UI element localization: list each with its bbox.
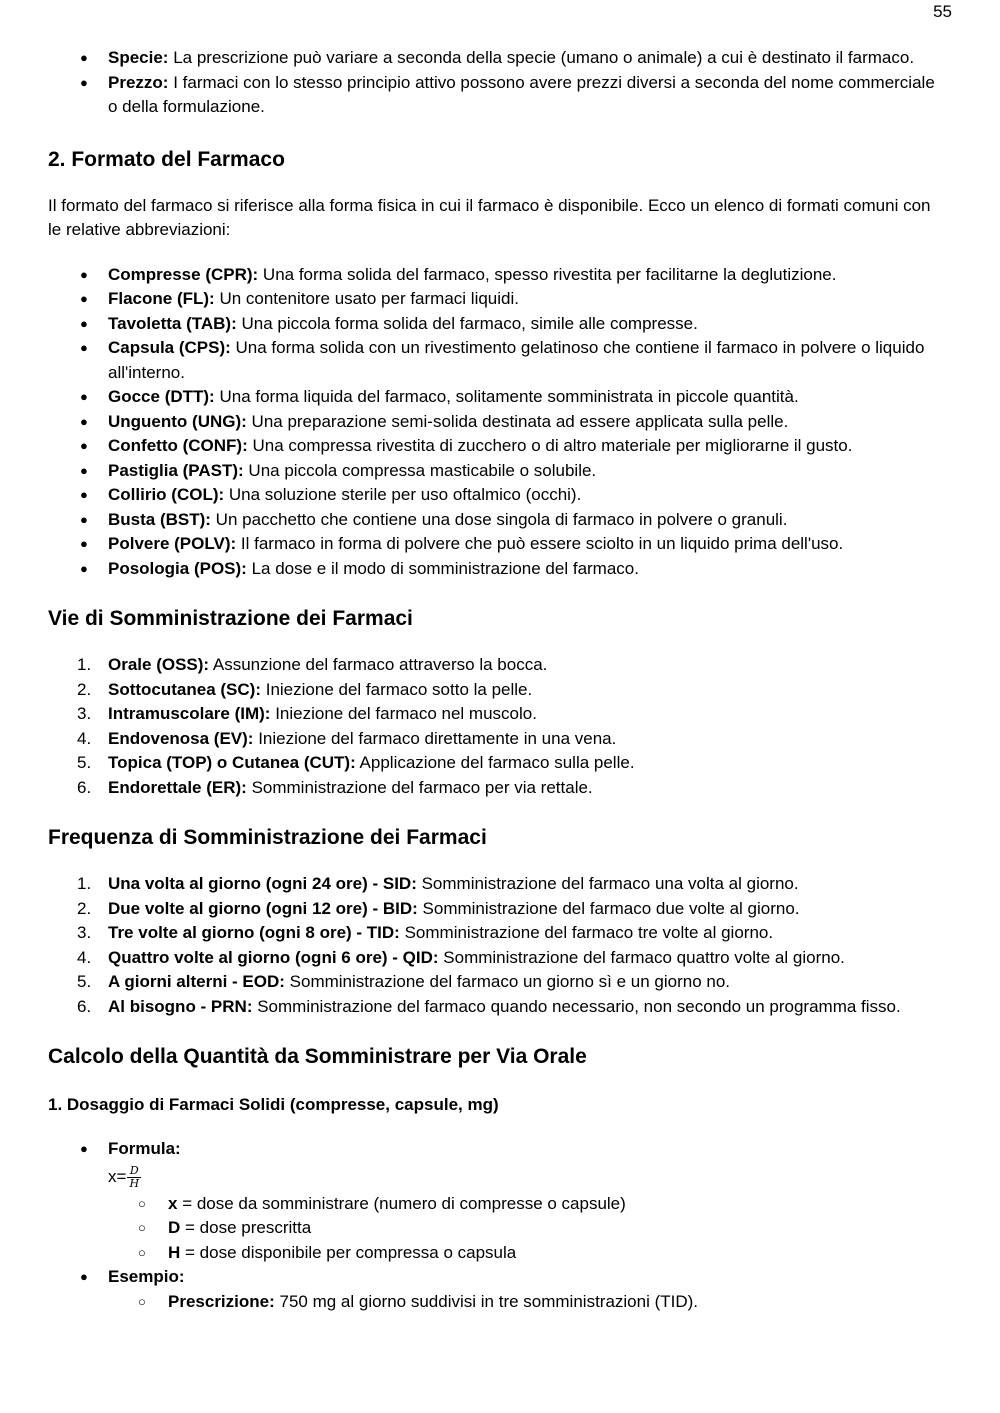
list-item: [48, 71, 948, 120]
item-term: Pastiglia (PAST):: [108, 460, 244, 480]
list-item: [48, 434, 948, 459]
item-text: Somministrazione del farmaco due volte al giorno.: [417, 898, 800, 918]
example-items: [108, 1290, 948, 1315]
sub-list-item: [48, 1241, 948, 1266]
item-text: Somministrazione del farmaco quattro volte al giorno.: [438, 947, 845, 967]
item-term: Intramuscolare (IM):: [108, 704, 271, 723]
item-text: Somministrazione del farmaco tre volte al giorno.: [399, 923, 774, 942]
item-term: Una volta al giorno (ogni 24 ore) - SID:: [108, 874, 417, 893]
item-text: Una forma liquida del farmaco, solitamente somministrata in piccole quantità.: [214, 387, 799, 406]
list-item: [48, 410, 948, 435]
item-number: 1.: [77, 655, 92, 674]
item-term: Tre volte al giorno (ogni 8 ore) - TID:: [108, 923, 400, 942]
item-term: Prezzo:: [108, 72, 169, 92]
item-text: Iniezione del farmaco nel muscolo.: [270, 704, 537, 723]
item-number: 3.: [77, 923, 92, 942]
formula-lhs: x=: [108, 1166, 127, 1186]
item-term: Confetto (CONF):: [108, 436, 248, 455]
item-text: Il farmaco in forma di polvere che può essere sciolto in un liquido prima dell'uso.: [236, 534, 844, 553]
list-item: [48, 557, 948, 582]
item-term: Quattro volte al giorno (ogni 6 ore) - QID:: [108, 947, 439, 967]
item-term: Due volte al giorno (ogni 12 ore) - BID:: [108, 898, 418, 918]
section-heading-calc: Calcolo della Quantità da Somministrare per Via Orale: [48, 1045, 587, 1068]
format-intro: Il formato del farmaco si riferisce alla forma fisica in cui il farmaco è disponibile. Ecco un elenco di formati comuni con le relative abbreviazioni:: [48, 195, 931, 239]
list-item-formula: [48, 1137, 948, 1265]
formula-denominator: H: [129, 1176, 140, 1190]
formula-numerator: D: [127, 1165, 141, 1178]
item-text: Una forma solida con un rivestimento gelatinoso che contiene il farmaco in polvere o liquido all'interno.: [108, 338, 925, 382]
list-item: [48, 897, 948, 922]
item-term: Polvere (POLV):: [108, 534, 237, 553]
list-item: [48, 751, 948, 776]
item-term: Prescrizione:: [168, 1291, 275, 1311]
list-item: [48, 702, 948, 727]
item-term: D: [168, 1218, 181, 1237]
item-term: Compresse (CPR):: [108, 264, 259, 284]
frequency-list: [48, 872, 948, 1019]
list-item-example: [48, 1265, 948, 1314]
item-term: Flacone (FL):: [108, 289, 215, 308]
list-item: [48, 653, 948, 678]
list-item: [48, 872, 948, 897]
item-term: Tavoletta (TAB):: [108, 313, 237, 333]
formula-variables: [108, 1192, 948, 1266]
format-list: [48, 263, 948, 582]
item-text: Somministrazione del farmaco un giorno sì e un giorno no.: [284, 972, 731, 991]
calc-list: [48, 1137, 948, 1314]
item-term: x: [168, 1193, 178, 1213]
list-item: [48, 46, 948, 71]
item-term: H: [168, 1242, 181, 1262]
list-item: [48, 776, 948, 801]
item-number: 3.: [77, 704, 92, 723]
item-term: Endorettale (ER):: [108, 777, 247, 797]
item-number: 5.: [77, 753, 92, 772]
item-number: 6.: [77, 996, 92, 1016]
list-item: [48, 508, 948, 533]
section-heading-routes: Vie di Somministrazione dei Farmaci: [48, 607, 413, 630]
item-term: Busta (BST):: [108, 509, 211, 529]
item-term: Collirio (COL):: [108, 485, 225, 504]
item-term: Sottocutanea (SC):: [108, 679, 261, 699]
list-item: [48, 459, 948, 484]
item-text: Somministrazione del farmaco quando necessario, non secondo un programma fisso.: [252, 996, 901, 1016]
item-text: Iniezione del farmaco direttamente in una vena.: [253, 728, 617, 748]
item-text: Una soluzione sterile per uso oftalmico (occhi).: [224, 485, 582, 504]
list-item: [48, 263, 948, 288]
item-text: Una preparazione semi-solida destinata ad essere applicata sulla pelle.: [246, 411, 789, 431]
list-item: [48, 727, 948, 752]
intro-bullet-list: [48, 46, 948, 120]
list-item: [48, 946, 948, 971]
sub-list-item: [48, 1216, 948, 1241]
sub-list-item: [48, 1290, 948, 1315]
routes-list: [48, 653, 948, 800]
item-term: Unguento (UNG):: [108, 411, 247, 431]
list-item: [48, 483, 948, 508]
item-text: Una piccola forma solida del farmaco, simile alle compresse.: [236, 313, 698, 333]
page-number: 55: [933, 2, 952, 21]
list-item: [48, 921, 948, 946]
item-text: La prescrizione può variare a seconda della specie (umano o animale) a cui è destinato il farmaco.: [168, 48, 915, 67]
item-text: = dose da somministrare (numero di compresse o capsule): [177, 1193, 626, 1213]
item-term: Orale (OSS):: [108, 655, 210, 674]
document-body: [48, 46, 948, 1314]
item-term: Capsula (CPS):: [108, 338, 231, 357]
item-text: Una piccola compressa masticabile o solubile.: [243, 460, 597, 480]
item-term: Specie:: [108, 48, 169, 67]
formula-label: Formula:: [108, 1139, 181, 1158]
item-term: A giorni alterni - EOD:: [108, 972, 285, 991]
item-number: 2.: [77, 679, 92, 699]
item-number: 5.: [77, 972, 92, 991]
item-text: Una forma solida del farmaco, spesso rivestita per facilitarne la deglutizione.: [258, 264, 837, 284]
formula-fraction: [127, 1165, 141, 1190]
list-item: [48, 970, 948, 995]
item-number: 1.: [77, 874, 92, 893]
item-text: Somministrazione del farmaco per via rettale.: [246, 777, 593, 797]
list-item: [48, 995, 948, 1020]
subsection-heading: 1. Dosaggio di Farmaci Solidi (compresse, capsule, mg): [48, 1095, 499, 1114]
item-text: Una compressa rivestita di zucchero o di altro materiale per migliorarne il gusto.: [247, 436, 853, 455]
item-number: 2.: [77, 898, 92, 918]
sub-list-item: [48, 1192, 948, 1217]
item-term: Topica (TOP) o Cutanea (CUT):: [108, 753, 356, 772]
item-text: Somministrazione del farmaco una volta al giorno.: [416, 874, 799, 893]
item-term: Al bisogno - PRN:: [108, 996, 253, 1016]
list-item: [48, 385, 948, 410]
item-number: 4.: [77, 947, 92, 967]
list-item: [48, 532, 948, 557]
formula: [108, 1162, 948, 1192]
item-term: Gocce (DTT):: [108, 387, 215, 406]
list-item: [48, 678, 948, 703]
item-term: Posologia (POS):: [108, 558, 247, 578]
item-text: Applicazione del farmaco sulla pelle.: [355, 753, 635, 772]
item-text: 750 mg al giorno suddivisi in tre somministrazioni (TID).: [274, 1291, 699, 1311]
list-item: [48, 336, 948, 385]
item-text: Un pacchetto che contiene una dose singola di farmaco in polvere o granuli.: [210, 509, 788, 529]
list-item: [48, 312, 948, 337]
item-term: Endovenosa (EV):: [108, 728, 254, 748]
item-text: Iniezione del farmaco sotto la pelle.: [261, 679, 533, 699]
item-text: = dose prescritta: [180, 1218, 312, 1237]
item-text: I farmaci con lo stesso principio attivo possono avere prezzi diversi a seconda del nome commerciale o della formulazione.: [108, 72, 935, 116]
example-label: Esempio:: [108, 1267, 185, 1286]
section-heading-frequency: Frequenza di Somministrazione dei Farmaci: [48, 826, 487, 849]
item-text: Assunzione del farmaco attraverso la bocca.: [209, 655, 548, 674]
item-number: 4.: [77, 728, 92, 748]
item-number: 6.: [77, 777, 92, 797]
item-text: = dose disponibile per compressa o capsula: [180, 1242, 517, 1262]
list-item: [48, 287, 948, 312]
section-heading-format: 2. Formato del Farmaco: [48, 147, 285, 171]
item-text: La dose e il modo di somministrazione del farmaco.: [246, 558, 639, 578]
item-text: Un contenitore usato per farmaci liquidi.: [214, 289, 519, 308]
